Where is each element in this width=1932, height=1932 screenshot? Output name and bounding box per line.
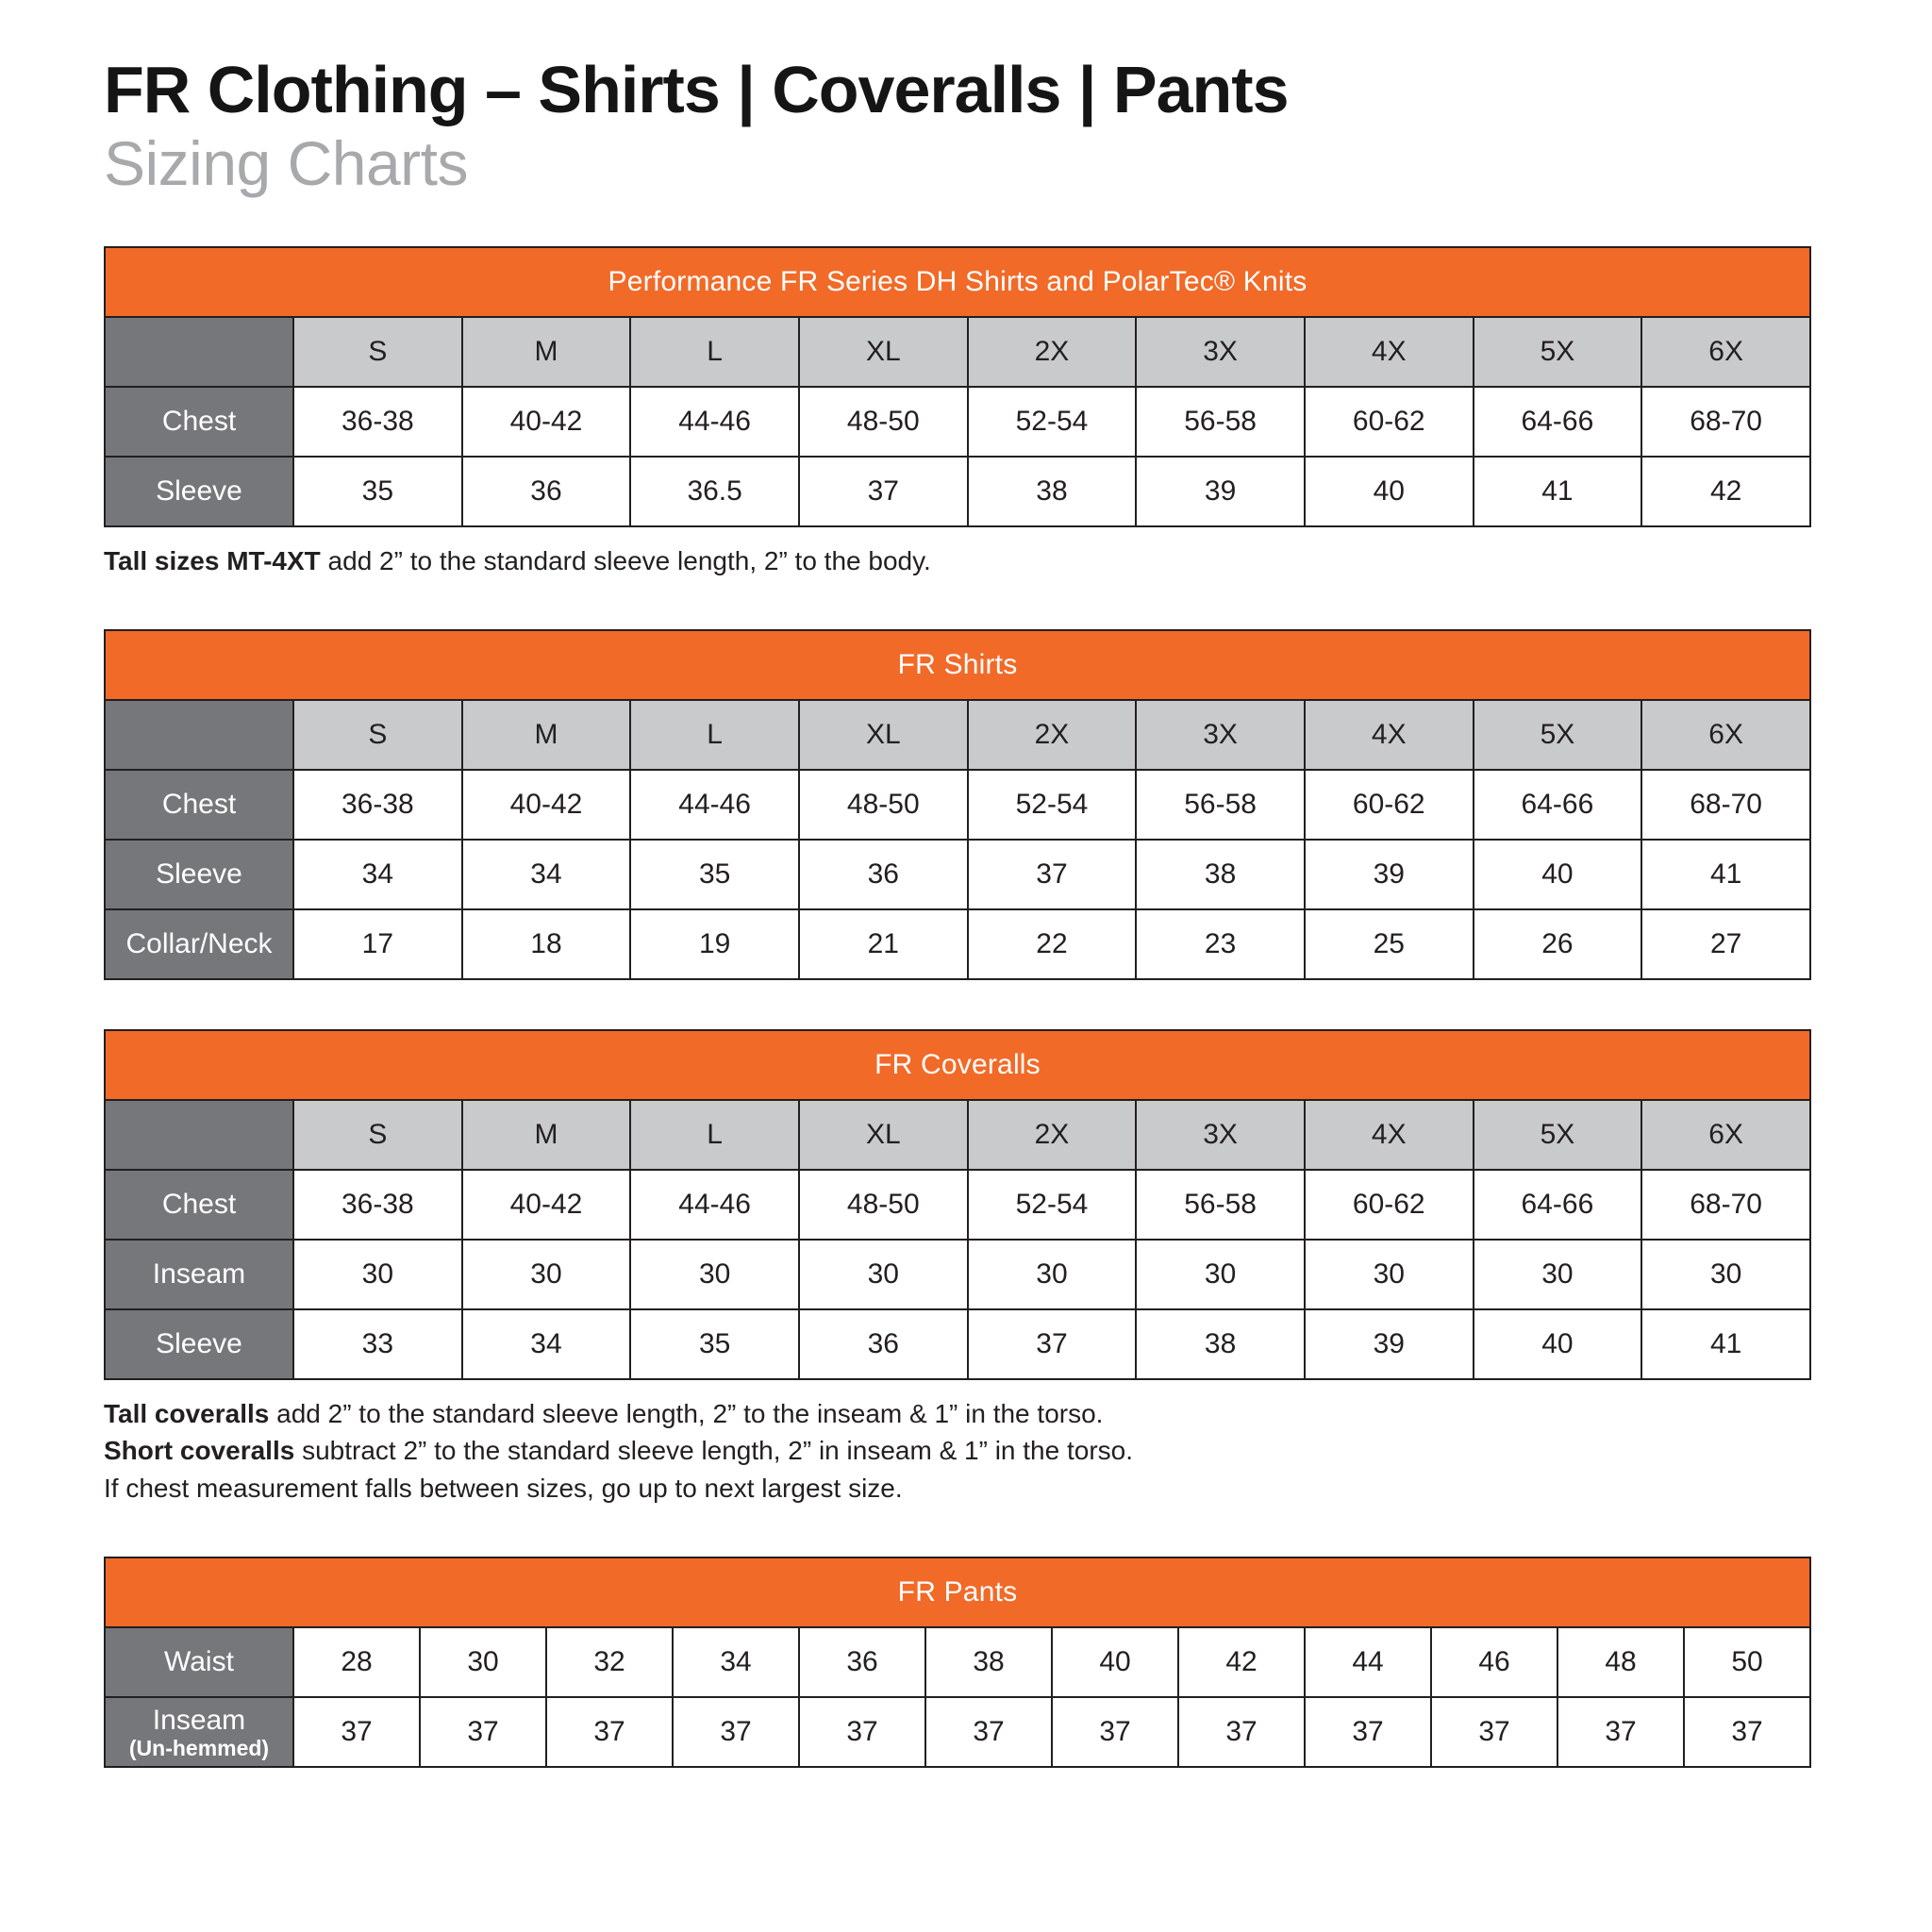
table-cell: 37 <box>673 1697 799 1767</box>
table-row <box>105 1240 1810 1309</box>
table-cell: 38 <box>1136 1309 1305 1379</box>
table-cell: 56-58 <box>1136 1170 1305 1240</box>
table-cell: 37 <box>1557 1697 1684 1767</box>
table-cell: 30 <box>420 1627 546 1697</box>
table-cell: 37 <box>1431 1697 1557 1767</box>
row-label: Chest <box>105 387 293 457</box>
table-cell: 37 <box>1052 1697 1178 1767</box>
row-label: Inseam <box>105 1240 293 1309</box>
size-header: 5X <box>1474 700 1642 770</box>
note-bold: Tall sizes MT-4XT <box>104 545 321 575</box>
note-text: subtract 2” to the standard sleeve length, 2” in inseam & 1” in the torso. <box>294 1436 1134 1466</box>
note-bold: Tall coveralls <box>104 1398 270 1428</box>
table-cell: 37 <box>1305 1697 1431 1767</box>
table-cell: 30 <box>1641 1240 1810 1309</box>
table-notes <box>104 1395 1828 1507</box>
table-row <box>105 909 1810 979</box>
table-banner-row <box>105 247 1810 317</box>
table-cell: 40-42 <box>462 387 631 457</box>
size-header: L <box>630 1100 799 1170</box>
table-notes <box>104 542 1828 580</box>
row-label: Sleeve <box>105 840 293 909</box>
table-cell: 28 <box>293 1627 420 1697</box>
table-cell: 30 <box>630 1240 799 1309</box>
table-banner-row <box>105 1030 1810 1100</box>
table-cell: 44-46 <box>630 387 799 457</box>
table-cell: 48 <box>1557 1627 1684 1697</box>
table-cell: 34 <box>462 1309 631 1379</box>
size-header: M <box>462 700 631 770</box>
table-cell: 32 <box>546 1627 673 1697</box>
chart-fr-pants <box>104 1557 1828 1768</box>
table-cell: 38 <box>925 1627 1052 1697</box>
table-cell: 48-50 <box>799 770 968 840</box>
table-row <box>105 770 1810 840</box>
size-header: 3X <box>1136 317 1305 387</box>
table-cell: 48-50 <box>799 387 968 457</box>
table-cell: 41 <box>1641 840 1810 909</box>
table-cell: 30 <box>462 1240 631 1309</box>
table-cell: 37 <box>799 457 968 526</box>
size-header-row <box>105 1100 1810 1170</box>
table-cell: 44-46 <box>630 770 799 840</box>
table-cell: 37 <box>968 1309 1137 1379</box>
size-header: 3X <box>1136 1100 1305 1170</box>
table-cell: 21 <box>799 909 968 979</box>
table-cell: 35 <box>293 457 462 526</box>
row-label: Collar/Neck <box>105 909 293 979</box>
table-cell: 36 <box>799 1309 968 1379</box>
row-label <box>105 1697 293 1767</box>
row-label: Waist <box>105 1627 293 1697</box>
page-subtitle: Sizing Charts <box>104 127 468 198</box>
table-banner-row <box>105 1557 1810 1627</box>
table-cell: 36 <box>799 840 968 909</box>
table-cell: 40-42 <box>462 1170 631 1240</box>
table-cell: 35 <box>630 840 799 909</box>
size-header: XL <box>799 700 968 770</box>
table-cell: 37 <box>799 1697 925 1767</box>
chart-performance-fr-series <box>104 246 1828 580</box>
table-cell: 19 <box>630 909 799 979</box>
table-cell: 39 <box>1136 457 1305 526</box>
table-banner: FR Shirts <box>105 630 1810 700</box>
table-cell: 27 <box>1641 909 1810 979</box>
size-table <box>104 1557 1811 1768</box>
table-cell: 40 <box>1474 1309 1642 1379</box>
table-cell: 52-54 <box>968 387 1137 457</box>
table-cell: 30 <box>968 1240 1137 1309</box>
note-line <box>104 1395 1828 1433</box>
size-header-row <box>105 317 1810 387</box>
table-cell: 18 <box>462 909 631 979</box>
table-cell: 34 <box>673 1627 799 1697</box>
table-row <box>105 1170 1810 1240</box>
table-cell: 34 <box>293 840 462 909</box>
corner-cell <box>105 1100 293 1170</box>
size-header: 4X <box>1305 1100 1474 1170</box>
table-cell: 41 <box>1474 457 1642 526</box>
table-row <box>105 1697 1810 1767</box>
size-table <box>104 1029 1811 1380</box>
table-cell: 56-58 <box>1136 770 1305 840</box>
table-cell: 36 <box>799 1627 925 1697</box>
table-cell: 52-54 <box>968 770 1137 840</box>
table-cell: 39 <box>1305 840 1474 909</box>
size-header: S <box>293 1100 462 1170</box>
table-row <box>105 840 1810 909</box>
table-cell: 36-38 <box>293 770 462 840</box>
size-header: 5X <box>1474 1100 1642 1170</box>
table-cell: 37 <box>968 840 1137 909</box>
note-line <box>104 542 1828 580</box>
table-cell: 68-70 <box>1641 770 1810 840</box>
size-header: M <box>462 1100 631 1170</box>
size-header: 6X <box>1641 1100 1810 1170</box>
table-cell: 40 <box>1052 1627 1178 1697</box>
table-cell: 30 <box>1136 1240 1305 1309</box>
table-cell: 42 <box>1641 457 1810 526</box>
title-block <box>104 0 1828 197</box>
size-header: M <box>462 317 631 387</box>
table-banner: FR Pants <box>105 1557 1810 1627</box>
table-cell: 22 <box>968 909 1137 979</box>
table-cell: 50 <box>1684 1627 1810 1697</box>
table-cell: 44-46 <box>630 1170 799 1240</box>
size-header-row <box>105 700 1810 770</box>
table-cell: 37 <box>420 1697 546 1767</box>
table-cell: 37 <box>925 1697 1052 1767</box>
table-cell: 41 <box>1641 1309 1810 1379</box>
table-cell: 64-66 <box>1474 387 1642 457</box>
table-row <box>105 457 1810 526</box>
size-header: S <box>293 317 462 387</box>
size-header: 5X <box>1474 317 1642 387</box>
size-header: 2X <box>968 700 1137 770</box>
note-text: If chest measurement falls between sizes, go up to next largest size. <box>104 1474 903 1504</box>
size-header: L <box>630 317 799 387</box>
table-cell: 68-70 <box>1641 1170 1810 1240</box>
corner-cell <box>105 317 293 387</box>
table-cell: 36-38 <box>293 1170 462 1240</box>
note-bold: Short coveralls <box>104 1436 295 1466</box>
table-cell: 35 <box>630 1309 799 1379</box>
size-header: 2X <box>968 317 1137 387</box>
note-text: add 2” to the standard sleeve length, 2” to the inseam & 1” in the torso. <box>269 1398 1104 1428</box>
table-cell: 36 <box>462 457 631 526</box>
chart-fr-coveralls <box>104 1029 1828 1507</box>
table-cell: 37 <box>1684 1697 1810 1767</box>
table-cell: 60-62 <box>1305 770 1474 840</box>
table-cell: 33 <box>293 1309 462 1379</box>
size-header: 4X <box>1305 700 1474 770</box>
table-cell: 37 <box>546 1697 673 1767</box>
table-cell: 34 <box>462 840 631 909</box>
note-line <box>104 1432 1828 1470</box>
table-row <box>105 1627 1810 1697</box>
size-header: 4X <box>1305 317 1474 387</box>
table-banner: Performance FR Series DH Shirts and PolarTec® Knits <box>105 247 1810 317</box>
table-cell: 52-54 <box>968 1170 1137 1240</box>
table-cell: 17 <box>293 909 462 979</box>
table-cell: 48-50 <box>799 1170 968 1240</box>
size-header: 3X <box>1136 700 1305 770</box>
table-cell: 38 <box>1136 840 1305 909</box>
note-line <box>104 1470 1828 1507</box>
size-header: XL <box>799 1100 968 1170</box>
table-cell: 23 <box>1136 909 1305 979</box>
size-header: 2X <box>968 1100 1137 1170</box>
table-cell: 42 <box>1178 1627 1305 1697</box>
table-cell: 40 <box>1305 457 1474 526</box>
table-cell: 25 <box>1305 909 1474 979</box>
table-cell: 37 <box>1178 1697 1305 1767</box>
table-cell: 39 <box>1305 1309 1474 1379</box>
table-banner: FR Coveralls <box>105 1030 1810 1100</box>
table-cell: 60-62 <box>1305 1170 1474 1240</box>
note-text: add 2” to the standard sleeve length, 2” to the body. <box>320 545 931 575</box>
table-cell: 30 <box>799 1240 968 1309</box>
table-cell: 26 <box>1474 909 1642 979</box>
table-cell: 40-42 <box>462 770 631 840</box>
table-row <box>105 1309 1810 1379</box>
size-header: 6X <box>1641 317 1810 387</box>
page-title: FR Clothing – Shirts | Coveralls | Pants <box>104 53 1289 126</box>
size-header: S <box>293 700 462 770</box>
row-label: Sleeve <box>105 457 293 526</box>
table-cell: 44 <box>1305 1627 1431 1697</box>
table-row <box>105 387 1810 457</box>
row-label-main: Inseam <box>152 1704 246 1736</box>
corner-cell <box>105 700 293 770</box>
table-cell: 60-62 <box>1305 387 1474 457</box>
row-label: Chest <box>105 770 293 840</box>
table-cell: 56-58 <box>1136 387 1305 457</box>
size-table <box>104 246 1811 527</box>
row-label: Sleeve <box>105 1309 293 1379</box>
table-cell: 68-70 <box>1641 387 1810 457</box>
table-cell: 30 <box>1305 1240 1474 1309</box>
table-cell: 30 <box>293 1240 462 1309</box>
chart-fr-shirts <box>104 629 1828 980</box>
table-cell: 37 <box>293 1697 420 1767</box>
table-cell: 38 <box>968 457 1137 526</box>
size-header: L <box>630 700 799 770</box>
table-cell: 30 <box>1474 1240 1642 1309</box>
row-label-sub: (Un-hemmed) <box>128 1735 270 1760</box>
table-cell: 64-66 <box>1474 770 1642 840</box>
size-header: XL <box>799 317 968 387</box>
table-cell: 36-38 <box>293 387 462 457</box>
table-cell: 46 <box>1431 1627 1557 1697</box>
size-table <box>104 629 1811 980</box>
table-cell: 36.5 <box>630 457 799 526</box>
table-cell: 40 <box>1474 840 1642 909</box>
table-cell: 64-66 <box>1474 1170 1642 1240</box>
row-label: Chest <box>105 1170 293 1240</box>
size-header: 6X <box>1641 700 1810 770</box>
table-banner-row <box>105 630 1810 700</box>
